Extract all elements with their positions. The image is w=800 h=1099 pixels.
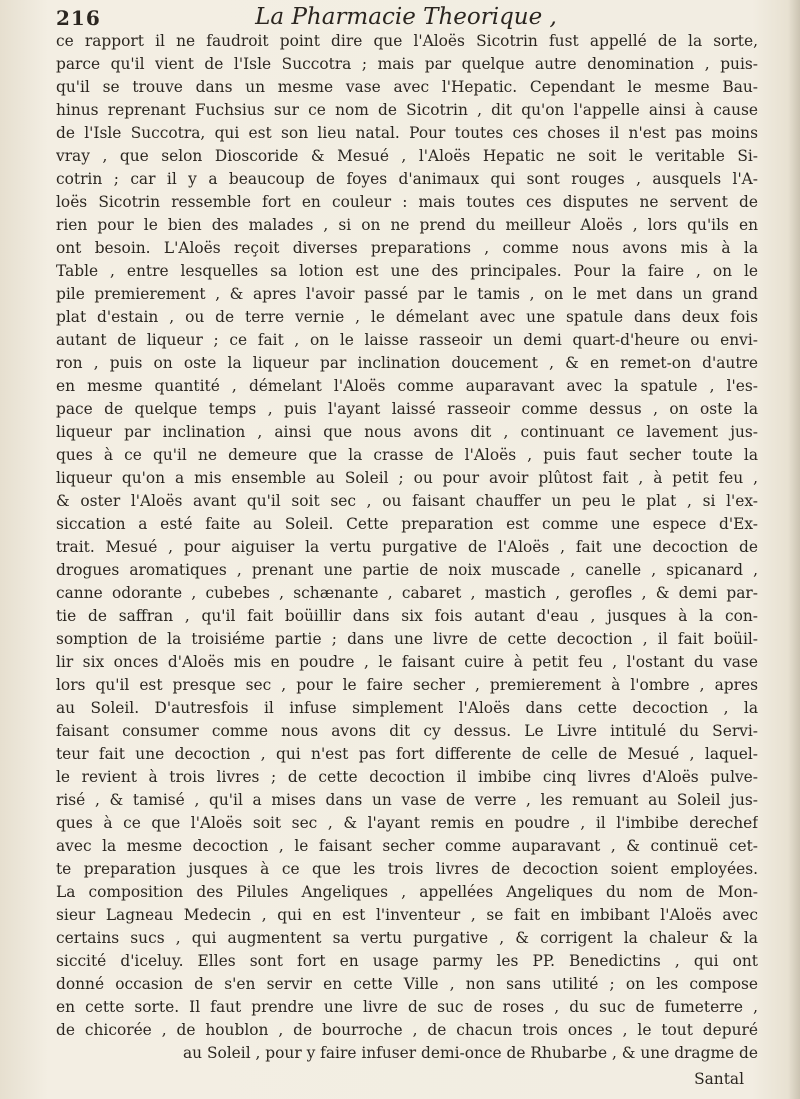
text-line: drogues aromatiques , prenant une partie de noix muscade , canelle , spicanard ,	[56, 561, 758, 579]
text-line: certains sucs , qui augmentent sa vertu purgative , & corrigent la chaleur & la	[56, 929, 758, 947]
text-line: en cette sorte. Il faut prendre une livre de suc de roses , du suc de fumeterre ,	[56, 998, 758, 1016]
text-line: qu'il se trouve dans un mesme vase avec l'Hepatic. Cependant le mesme Bau-	[56, 78, 758, 96]
text-line: tie de saffran , qu'il fait boüillir dans six fois autant d'eau , jusques à la con-	[56, 607, 758, 625]
text-line: au Soleil. D'autresfois il infuse simplement l'Aloës dans cette decoction , la	[56, 699, 758, 717]
text-line: pace de quelque temps , puis l'ayant laissé rasseoir comme dessus , on oste la	[56, 400, 758, 418]
text-line: de l'Isle Succotra, qui est son lieu natal. Pour toutes ces choses il n'est pas moins	[56, 124, 758, 142]
text-line: vray , que selon Dioscoride & Mesué , l'Aloës Hepatic ne soit le veritable Si-	[56, 147, 758, 165]
text-line: plat d'estain , ou de terre vernie , le démelant avec une spatule dans deux fois	[56, 308, 758, 326]
text-line: sieur Lagneau Medecin , qui en est l'inventeur , se fait en imbibant l'Aloës avec	[56, 906, 758, 924]
text-line: ques à ce qu'il ne demeure que la crasse de l'Aloës , puis faut secher toute la	[56, 446, 758, 464]
text-line: le revient à trois livres ; de cette decoction il imbibe cinq livres d'Aloës pulve-	[56, 768, 758, 786]
text-line: ron , puis on oste la liqueur par inclination doucement , & en remet-on d'autre	[56, 354, 758, 372]
text-line: avec la mesme decoction , le faisant secher comme auparavant , & continuë cet-	[56, 837, 758, 855]
text-line: siccation a esté faite au Soleil. Cette preparation est comme une espece d'Ex-	[56, 515, 758, 533]
text-line: liqueur par inclination , ainsi que nous avons dit , continuant ce lavement jus-	[56, 423, 758, 441]
text-line: parce qu'il vient de l'Isle Succotra ; mais par quelque autre denomination , puis-	[56, 55, 758, 73]
text-line: autant de liqueur ; ce fait , on le laisse rasseoir un demi quart-d'heure ou envi-	[56, 331, 758, 349]
text-line: de chicorée , de houblon , de bourroche , de chacun trois onces , le tout depuré	[56, 1021, 758, 1039]
text-line: teur fait une decoction , qui n'est pas fort differente de celle de Mesué , laquel-	[56, 745, 758, 763]
text-line: pile premierement , & apres l'avoir passé par le tamis , on le met dans un grand	[56, 285, 758, 303]
page-number: 216	[56, 6, 101, 30]
text-line: cotrin ; car il y a beaucoup de foyes d'animaux qui sont rouges , ausquels l'A-	[56, 170, 758, 188]
running-title: La Pharmacie Theorique ,	[255, 4, 557, 30]
text-line: trait. Mesué , pour aiguiser la vertu purgative de l'Aloës , fait une decoction de	[56, 538, 758, 556]
body-text	[56, 30, 758, 1065]
text-line: lors qu'il est presque sec , pour le faire secher , premierement à l'ombre , apres	[56, 676, 758, 694]
text-line: Table , entre lesquelles sa lotion est une des principales. Pour la faire , on le	[56, 262, 758, 280]
text-line: faisant consumer comme nous avons dit cy dessus. Le Livre intitulé du Servi-	[56, 722, 758, 740]
text-line: te preparation jusques à ce que les trois livres de decoction soient employées.	[56, 860, 758, 878]
text-line: somption de la troisiéme partie ; dans une livre de cette decoction , il fait boüil-	[56, 630, 758, 648]
text-line: risé , & tamisé , qu'il a mises dans un vase de verre , les remuant au Soleil jus-	[56, 791, 758, 809]
text-line: hinus reprenant Fuchsius sur ce nom de Sicotrin , dit qu'on l'appelle ainsi à cause	[56, 101, 758, 119]
text-line: au Soleil , pour y faire infuser demi-once de Rhubarbe , & une dragme de	[182, 1044, 758, 1062]
text-line: La composition des Pilules Angeliques , appellées Angeliques du nom de Mon-	[56, 883, 758, 901]
text-line: donné occasion de s'en servir en cette Ville , non sans utilité ; on les compose	[56, 975, 758, 993]
text-line: ont besoin. L'Aloës reçoit diverses preparations , comme nous avons mis à la	[56, 239, 758, 257]
text-line: & oster l'Aloës avant qu'il soit sec , ou faisant chauffer un peu le plat , si l'ex-	[56, 492, 758, 510]
text-line: en mesme quantité , démelant l'Aloës comme auparavant avec la spatule , l'es-	[56, 377, 758, 395]
catchword: Santal	[694, 1070, 744, 1088]
text-line: rien pour le bien des malades , si on ne prend du meilleur Aloës , lors qu'ils en	[56, 216, 758, 234]
text-line: canne odorante , cubebes , schænante , cabaret , mastich , gerofles , & demi par-	[56, 584, 758, 602]
text-line: ce rapport il ne faudroit point dire que l'Aloës Sicotrin fust appellé de la sorte,	[56, 32, 758, 50]
text-line: liqueur qu'on a mis ensemble au Soleil ; ou pour avoir plûtost fait , à petit feu ,	[56, 469, 758, 487]
text-line: ques à ce que l'Aloës soit sec , & l'ayant remis en poudre , il l'imbibe derechef	[56, 814, 758, 832]
text-line: lir six onces d'Aloës mis en poudre , le faisant cuire à petit feu , l'ostant du vase	[56, 653, 758, 671]
text-line: siccité d'iceluy. Elles sont fort en usage parmy les PP. Benedictins , qui ont	[56, 952, 758, 970]
page-header	[56, 4, 756, 32]
text-line: loës Sicotrin ressemble fort en couleur : mais toutes ces disputes ne servent de	[56, 193, 758, 211]
